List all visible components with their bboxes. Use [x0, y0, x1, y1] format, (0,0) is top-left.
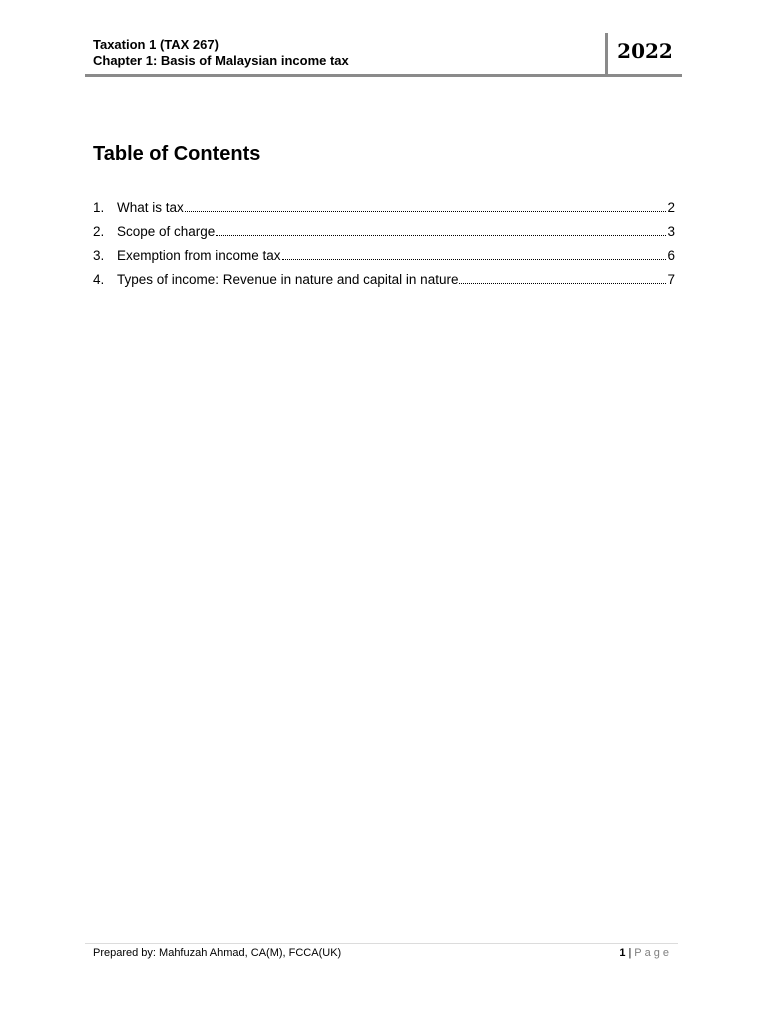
toc-entry-exemption[interactable] [93, 247, 675, 271]
page-number: 1 [619, 947, 626, 959]
toc-entry-types-of-income[interactable] [93, 271, 675, 295]
toc-entry-title: Types of income: Revenue in nature and capital in nature [117, 272, 459, 287]
toc-entry-number: 1. [93, 200, 105, 215]
toc-heading: Table of Contents [93, 143, 261, 165]
page-footer [85, 943, 678, 968]
toc-dot-leader [282, 258, 667, 260]
toc-entry-what-is-tax[interactable] [93, 199, 675, 223]
chapter-title: Chapter 1: Basis of Malaysian income tax [93, 53, 349, 68]
toc-entry-title: Exemption from income tax [117, 248, 281, 263]
header-titles [93, 37, 349, 69]
page-header [85, 33, 682, 77]
toc-entry-number: 4. [93, 272, 105, 287]
page-separator: | [628, 947, 632, 959]
toc-dot-leader [459, 282, 666, 284]
toc-entry-page: 2 [667, 200, 675, 215]
toc-dot-leader [216, 234, 666, 236]
toc-entry-title: What is tax [117, 200, 184, 215]
toc-entry-scope-of-charge[interactable] [93, 223, 675, 247]
header-year: 2022 [617, 39, 673, 63]
toc-entry-number: 3. [93, 248, 105, 263]
course-title: Taxation 1 (TAX 267) [93, 37, 219, 52]
toc-entry-page: 7 [667, 272, 675, 287]
toc-dot-leader [185, 210, 667, 212]
toc-entry-number: 2. [93, 224, 105, 239]
header-divider [605, 33, 608, 74]
toc-entry-page: 6 [667, 248, 675, 263]
table-of-contents [93, 199, 675, 295]
page-label: Page [634, 947, 672, 959]
toc-entry-title: Scope of charge [117, 224, 216, 239]
toc-entry-page: 3 [667, 224, 675, 239]
prepared-by: Prepared by: Mahfuzah Ahmad, CA(M), FCCA(UK) [93, 947, 342, 959]
page-indicator [619, 946, 672, 960]
